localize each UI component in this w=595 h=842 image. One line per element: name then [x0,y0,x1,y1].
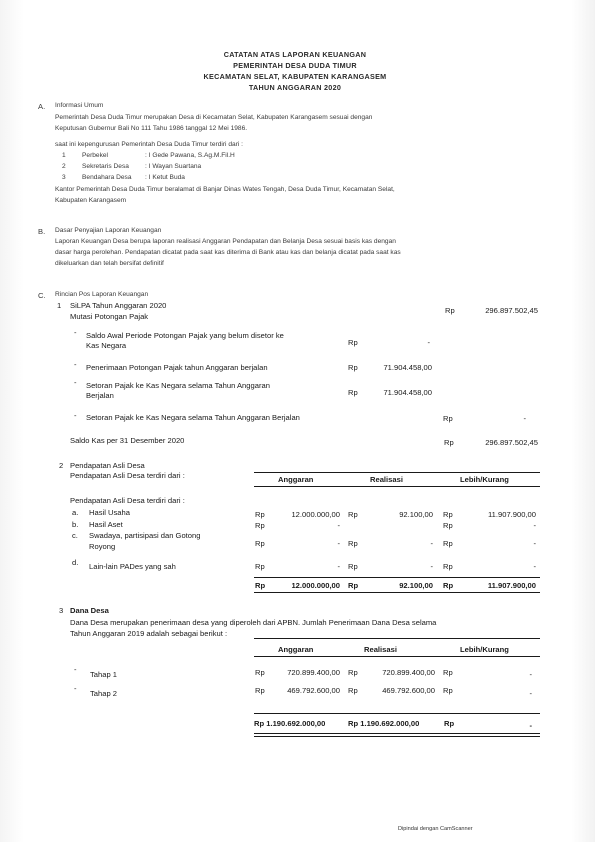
section-b-letter: B. [38,227,46,236]
dana-row-realisasi-rp: Rp [348,668,358,677]
dana-row-lebih-rp: Rp [443,668,453,677]
pad-row-realisasi: 92.100,00 [399,510,433,519]
pad-row-lebih-rp: Rp [443,539,453,548]
mutasi-dash: - [74,411,77,420]
mutasi-label: Mutasi Potongan Pajak [70,312,149,321]
pad-row-realisasi: - [430,562,433,571]
official-no: 2 [62,163,66,170]
section-b-line3: dikeluarkan dan telah bersifat definitif [55,260,164,267]
scanner-watermark: Dipindai dengan CamScanner [398,826,473,832]
section-c-letter: C. [38,291,46,300]
dana-row-anggaran: 720.899.400,00 [287,668,340,677]
mutasi-item-label: Penerimaan Potongan Pajak tahun Anggaran berjalan [86,363,268,372]
header-line-1: CATATAN ATAS LAPORAN KEUANGAN [223,50,367,59]
pad-total-anggaran: 12.000.000,00 [291,581,340,590]
section-a-para3a: Kantor Pemerintah Desa Duda Timur beralamat di Banjar Dinas Wates Tengah, Desa Duda Timur, Kecamatan Selat, [55,186,395,193]
official-no: 1 [62,152,66,159]
dana-row-lebih-rp: Rp [443,686,453,695]
dana-header-top-rule [254,638,540,639]
pad-row-letter: a. [72,508,79,517]
pad-row-anggaran: - [337,562,340,571]
section-a-para3b: Kabupaten Karangasem [55,197,127,204]
dana-row-anggaran-rp: Rp [255,686,265,695]
pad-row-label: Hasil Aset [89,520,123,529]
pad-total-lebih: 11.907.900,00 [487,581,536,590]
pad-row-label-cont: Royong [89,542,116,551]
dana-line1: Dana Desa merupakan penerimaan desa yang diperoleh dari APBN. Jumlah Penerimaan Dana Desa selama [70,618,437,627]
mutasi-item-label: Setoran Pajak ke Kas Negara selama Tahun Anggaran [86,381,270,390]
section-a-para2: saat ini kepengurusan Pemerintah Desa Duda Timur terdiri dari : [55,141,244,148]
saldo-kas-value: 296.897.502,45 [485,438,538,447]
mutasi-item-label: Setoran Pajak ke Kas Negara selama Tahun Anggaran Berjalan [86,413,300,422]
dana-row-label: Tahap 2 [90,689,118,698]
header-line-2: PEMERINTAH DESA DUDA TIMUR [233,61,357,70]
mutasi-item-label: Saldo Awal Periode Potongan Pajak yang belum disetor ke [86,331,284,340]
pad-header-top-rule [254,472,540,473]
section-a-letter: A. [38,102,46,111]
mutasi-dash: - [74,378,77,387]
dana-row-label: Tahap 1 [90,670,118,679]
pad-row-lebih: - [533,521,536,530]
official-no: 3 [62,174,66,181]
pad-row-lebih: 11.907.900,00 [488,510,536,519]
mutasi-item-value: - [427,338,430,347]
mutasi-item-rp: Rp [348,363,358,372]
mutasi-item-value: - [523,414,526,423]
dana-total-lebih: - [529,721,532,730]
official-name: : I Wayan Suartana [145,163,202,170]
dana-row-dash: - [74,684,77,693]
mutasi-item-rp: Rp [348,388,358,397]
silpa-value: 296.897.502,45 [485,306,538,315]
pad-row-lebih-rp: Rp [443,562,453,571]
pad-row-anggaran-rp: Rp [255,521,265,530]
dana-total-bottom-rule-2 [254,736,540,737]
saldo-kas-rp: Rp [444,438,454,447]
pad-header-realisasi: Realisasi [370,475,403,484]
mutasi-item-label-cont: Berjalan [86,391,114,400]
pad-row-label: Lain-lain PADes yang sah [89,562,176,571]
pad-subtitle: Pendapatan Asli Desa terdiri dari : [70,496,185,505]
dana-total-bottom-rule-1 [254,733,540,734]
pad-header-bottom-rule [254,486,540,487]
pad-row-realisasi: - [430,539,433,548]
pad-number: 2 [59,461,64,470]
section-b-line1: Laporan Keuangan Desa berupa laporan realisasi Anggaran Pendapatan dan Belanja Desa sesuai basis kas dengan [55,238,396,245]
header-line-3: KECAMATAN SELAT, KABUPATEN KARANGASEM [203,72,387,81]
silpa-rp: Rp [445,306,455,315]
mutasi-dash: - [74,360,77,369]
dana-row-lebih: - [529,689,532,698]
section-a-title: Informasi Umum [55,102,104,109]
dana-line2: Tahun Anggaran 2019 adalah sebagai berikut : [70,629,228,638]
pad-total-anggaran-rp: Rp [255,581,266,590]
dana-total-top-rule [254,713,540,714]
official-role: Sekretaris Desa [82,163,129,170]
pad-total-bottom-rule [254,592,540,593]
dana-header-bottom-rule [254,656,540,657]
pad-title: Pendapatan Asli Desa [70,461,145,470]
dana-total-lebih-rp: Rp [444,719,455,728]
pad-row-lebih: - [533,562,536,571]
section-b-title: Dasar Penyajian Laporan Keuangan [55,227,162,234]
section-a-para1b: Keputusan Gubernur Bali No 111 Tahu 1986 tanggal 12 Mei 1986. [55,125,248,132]
saldo-kas-label: Saldo Kas per 31 Desember 2020 [70,436,185,445]
pad-row-lebih-rp: Rp [443,521,453,530]
pad-total-realisasi-rp: Rp [348,581,359,590]
pad-row-lebih-rp: Rp [443,510,453,519]
mutasi-item-value: 71.904.458,00 [383,363,432,372]
pad-row-anggaran: - [337,539,340,548]
pad-row-anggaran: - [337,521,340,530]
dana-row-realisasi: 469.792.600,00 [382,686,435,695]
dana-header-realisasi: Realisasi [364,645,397,654]
header-line-4: TAHUN ANGGARAN 2020 [248,83,342,92]
pad-row-anggaran-rp: Rp [255,510,265,519]
pad-row-anggaran-rp: Rp [255,562,265,571]
pad-total-lebih-rp: Rp [443,581,454,590]
dana-header-lebih-kurang: Lebih/Kurang [460,645,509,654]
mutasi-item-rp: Rp [443,414,453,423]
dana-row-lebih: - [529,670,532,679]
dana-title: Dana Desa [70,606,109,615]
mutasi-item-label-cont: Kas Negara [86,341,127,350]
pad-header-lebih-kurang: Lebih/Kurang [460,475,509,484]
pad-row-label: Swadaya, partisipasi dan Gotong [89,531,201,540]
mutasi-item-rp: Rp [348,338,358,347]
pad-row-anggaran-rp: Rp [255,539,265,548]
dana-total-anggaran: Rp 1.190.692.000,00 [254,719,326,728]
mutasi-dash: - [74,328,77,337]
pad-row-realisasi-rp: Rp [348,562,358,571]
dana-row-anggaran-rp: Rp [255,668,265,677]
section-c-title: Rincian Pos Laporan Keuangan [55,291,149,298]
pad-row-letter: d. [72,558,79,567]
official-role: Perbekel [82,152,109,159]
dana-total-realisasi: Rp 1.190.692.000,00 [348,719,420,728]
silpa-label: SiLPA Tahun Anggaran 2020 [70,301,167,310]
pad-row-letter: b. [72,520,79,529]
pad-intro: Pendapatan Asli Desa terdiri dari : [70,471,185,480]
dana-row-realisasi: 720.899.400,00 [382,668,435,677]
official-role: Bendahara Desa [82,174,132,181]
pad-row-realisasi-rp: Rp [348,510,358,519]
official-name: : I Ketut Buda [145,174,185,181]
pad-row-anggaran: 12.000.000,00 [291,510,340,519]
pad-row-label: Hasil Usaha [89,508,130,517]
pad-row-lebih: - [533,539,536,548]
pad-total-realisasi: 92.100,00 [399,581,433,590]
dana-row-dash: - [74,665,77,674]
dana-number: 3 [59,606,64,615]
dana-row-realisasi-rp: Rp [348,686,358,695]
pad-row-letter: c. [72,531,78,540]
pad-header-anggaran: Anggaran [278,475,314,484]
mutasi-item-value: 71.904.458,00 [383,388,432,397]
official-name: : I Gede Pawana, S.Ag.M.Fil.H [145,152,235,159]
section-a-para1a: Pemerintah Desa Duda Timur merupakan Desa di Kecamatan Selat, Kabupaten Karangasem sesuai dengan [55,114,373,121]
pad-total-top-rule [254,577,540,578]
dana-row-anggaran: 469.792.600,00 [287,686,340,695]
section-b-line2: dasar harga perolehan. Pendapatan dicatat pada saat kas diterima di Bank atau kas dan belanja dicatat pada saat kas [55,249,401,256]
dana-header-anggaran: Anggaran [278,645,314,654]
pad-row-realisasi-rp: Rp [348,539,358,548]
silpa-number: 1 [57,301,62,310]
